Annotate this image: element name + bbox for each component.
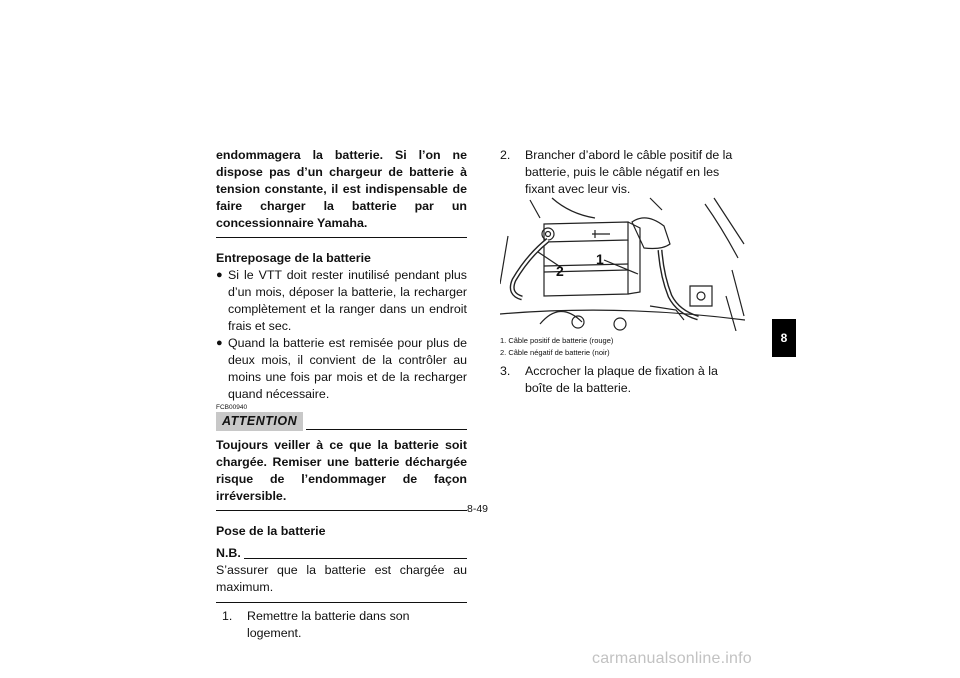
divider xyxy=(216,510,467,511)
reference-code: FCB00940 xyxy=(216,404,248,411)
step-1 xyxy=(216,608,467,642)
step-number: 3. xyxy=(500,364,511,378)
nb-text: S’assurer que la batterie est chargée au maximum. xyxy=(216,563,467,594)
step-3 xyxy=(500,363,746,397)
battery-illustration xyxy=(500,196,745,331)
bullet-icon: ● xyxy=(216,269,223,281)
callout-1: 1 xyxy=(596,251,604,267)
bullet-text: Quand la batterie est remisée pour plus de deux mois, il convient de la contrôler au moins une fois par mois et de la recharger quand nécessaire. xyxy=(228,336,467,401)
step-number: 1. xyxy=(222,609,233,623)
left-column xyxy=(216,147,467,642)
list-item xyxy=(216,335,467,403)
right-column xyxy=(500,147,746,198)
divider xyxy=(216,237,467,238)
nb-header xyxy=(216,545,467,562)
page-number: 8-49 xyxy=(467,503,489,515)
step-text: Brancher d’abord le câble positif de la batterie, puis le câble négatif en les fixant avec leur vis. xyxy=(525,148,733,196)
step-number: 2. xyxy=(500,148,511,162)
caption-2: 2. Câble négatif de batterie (noir) xyxy=(500,347,610,357)
warning-tail: endommagera la batterie. Si l’on ne dispose pas d’un chargeur de batterie à tension constante, il est indispensable de faire charger la batterie par un concessionnaire Yamaha. xyxy=(216,148,467,230)
nb-rule xyxy=(244,558,467,559)
chapter-tab: 8 xyxy=(772,319,796,357)
attention-rule xyxy=(306,429,467,430)
divider xyxy=(216,602,467,603)
install-heading: Pose de la batterie xyxy=(216,524,326,538)
watermark: carmanualsonline.info xyxy=(592,650,752,667)
step-text: Remettre la batterie dans son logement. xyxy=(247,609,410,640)
attention-header xyxy=(216,412,467,431)
bullet-text: Si le VTT doit rester inutilisé pendant plus d’un mois, déposer la batterie, la recharger complètement et la ranger dans un endroit frais et sec. xyxy=(228,268,467,333)
callout-2: 2 xyxy=(556,263,564,279)
list-item xyxy=(216,267,467,335)
caption-1: 1. Câble positif de batterie (rouge) xyxy=(500,336,614,345)
attention-label: ATTENTION xyxy=(216,412,303,431)
storage-heading: Entreposage de la batterie xyxy=(216,251,371,265)
step-2 xyxy=(500,147,746,198)
attention-text: Toujours veiller à ce que la batterie soit chargée. Remiser une batterie déchargée risque de l’endommager de façon irréversible. xyxy=(216,438,467,503)
nb-label: N.B. xyxy=(216,546,241,560)
bullet-icon: ● xyxy=(216,337,223,349)
figure-captions xyxy=(500,335,613,358)
step-text: Accrocher la plaque de fixation à la boîte de la batterie. xyxy=(525,364,718,395)
